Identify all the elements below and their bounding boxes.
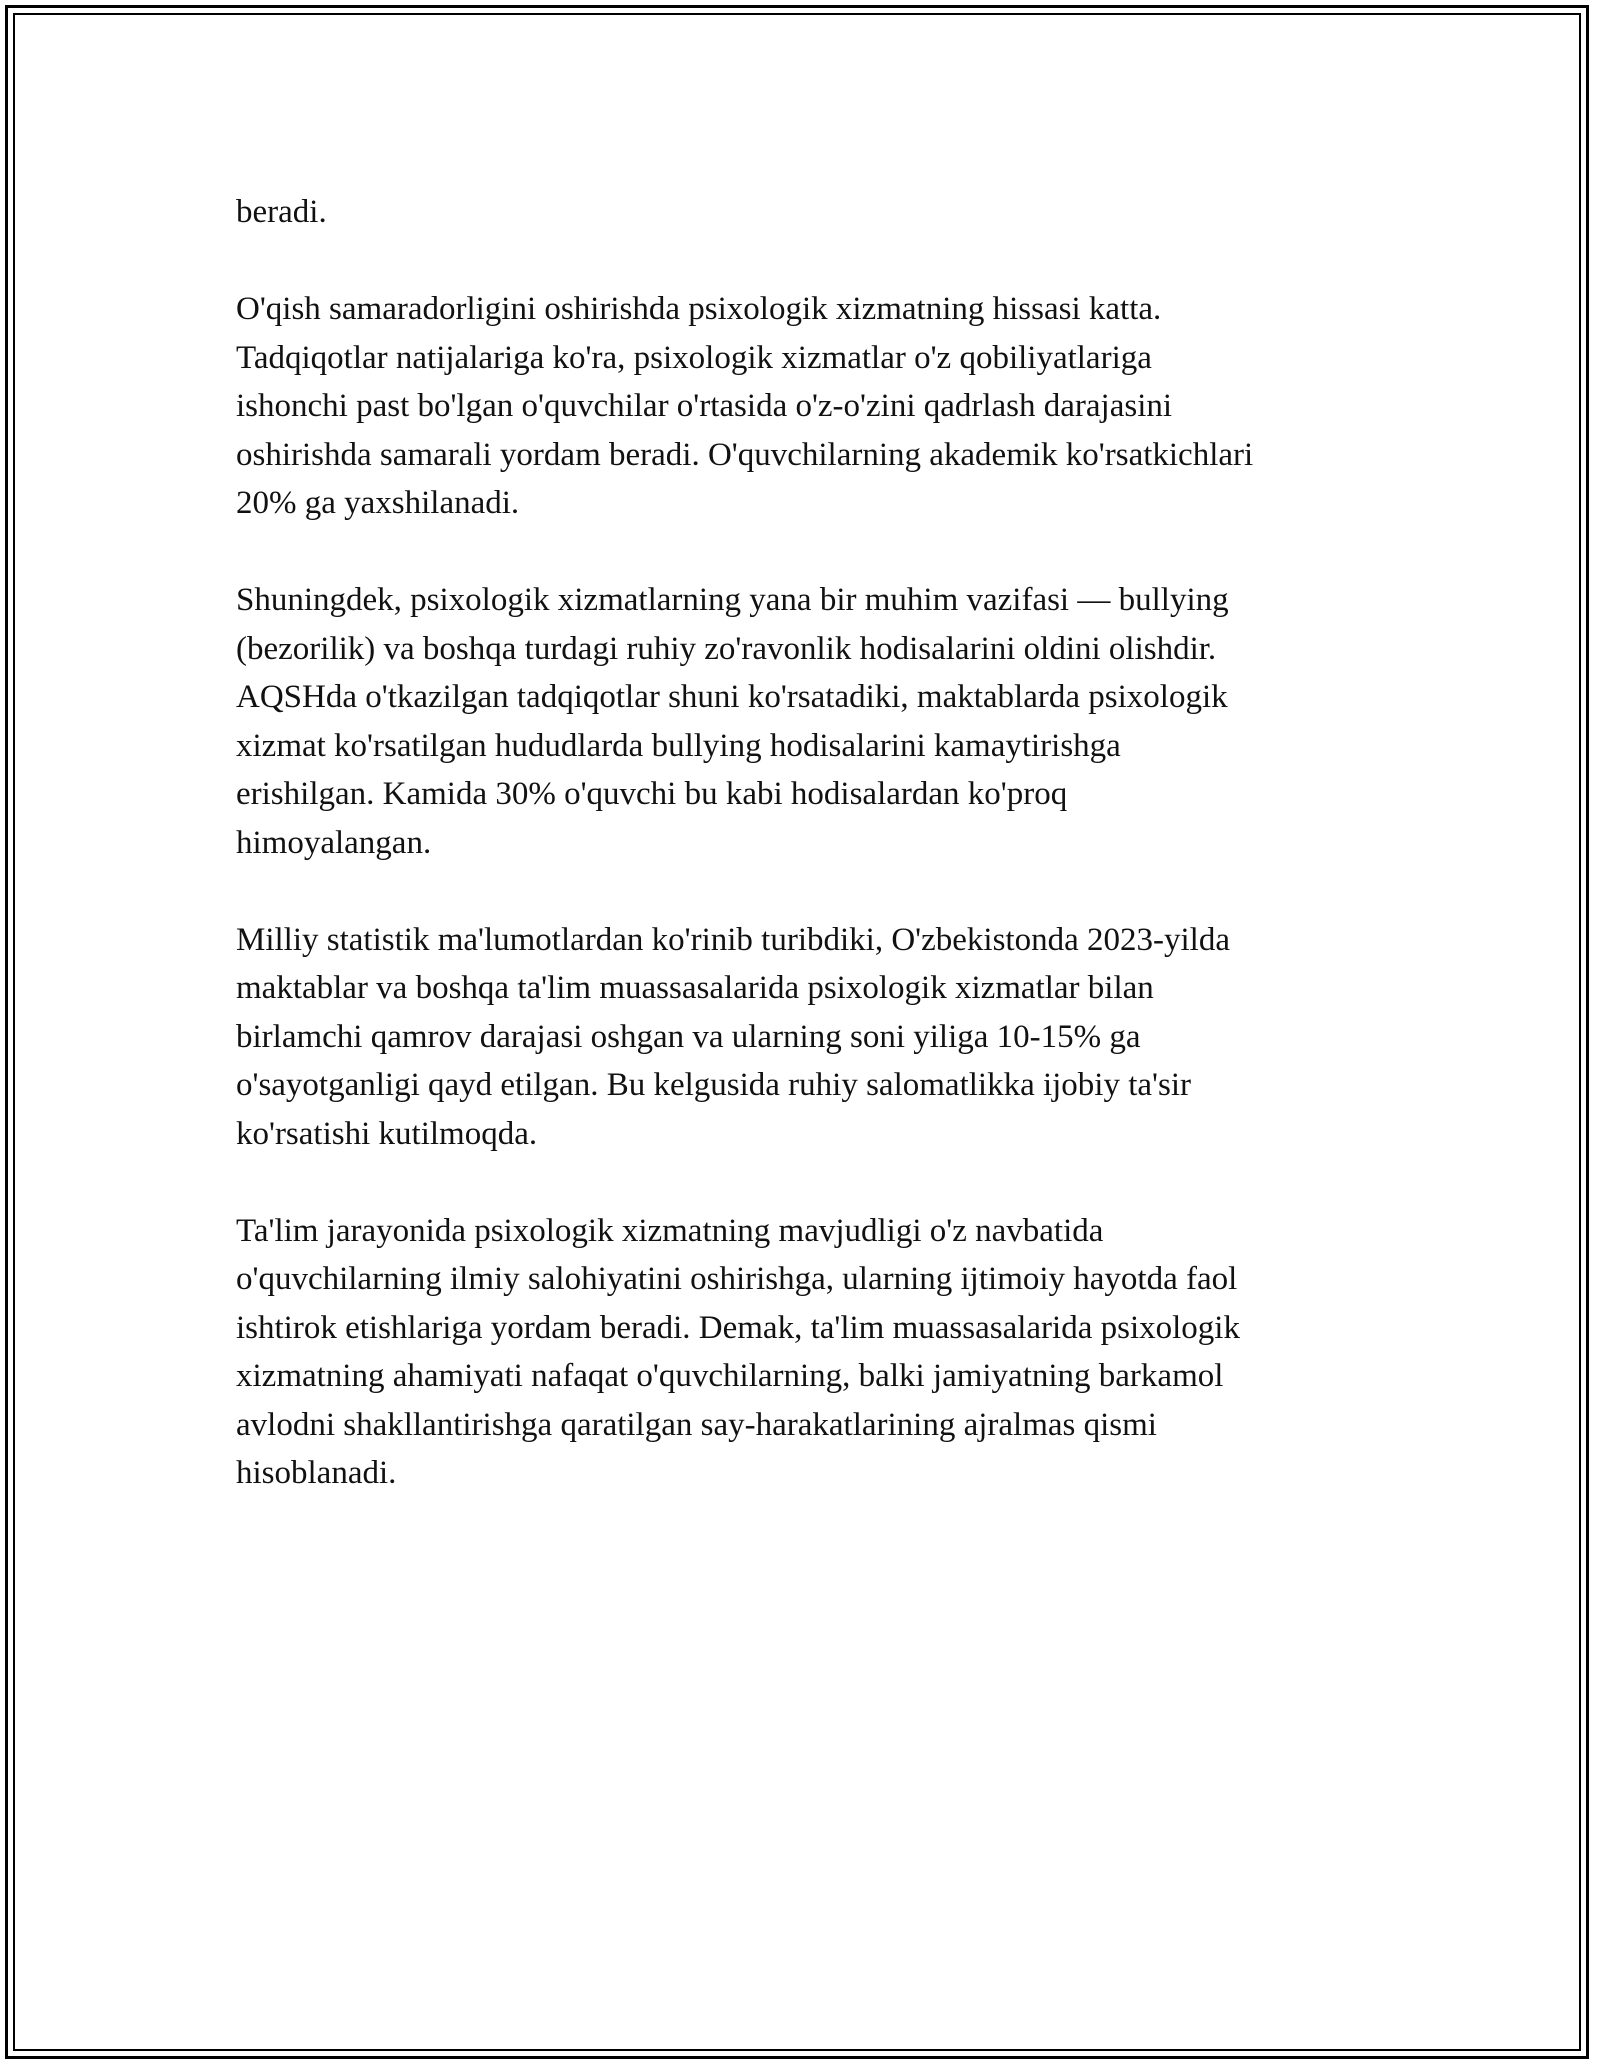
paragraph-national-statistics: Milliy statistik ma'lumotlardan ko'rinib turibdiki, O'zbekistonda 2023-yilda maktablar va boshqa ta'lim muassasalarida psixologik xizmatlar bilan birlamchi qamrov darajasi oshgan va ularning soni yiliga 10-15% ga o'sayotganligi qayd etilgan. Bu kelgusida ruhiy salomatlikka ijobiy ta'sir ko'rsatishi kutilmoqda.: [236, 921, 1230, 1152]
paragraph-conclusion: Ta'lim jarayonida psixologik xizmatning mavjudligi o'z navbatida o'quvchilarning ilmiy salohiyatini oshirishga, ularning ijtimoiy hayotda faol ishtirok etishlariga yordam beradi. Demak, ta'lim muassasalarida psixologik xizmatning ahamiyati nafaqat o'quvchilarning, balki jamiyatning barkamol avlodni shakllantirishga qaratilgan say-harakatlarining ajralmas qismi hisoblanadi.: [236, 1212, 1240, 1491]
paragraph-academic-efficiency: O'qish samaradorligini oshirishda psixologik xizmatning hissasi katta. Tadqiqotlar natijalariga ko'ra, psixologik xizmatlar o'z qobiliyatlariga ishonchi past bo'lgan o'quvchilar o'rtasida o'z-o'zini qadrlash darajasini oshirishda samarali yordam beradi. O'quvchilarning akademik ko'rsatkichlari 20% ga yaxshilanadi.: [236, 291, 1254, 521]
document-body: [236, 188, 1396, 1546]
paragraph-continuation: beradi.: [236, 194, 327, 230]
paragraph-bullying-prevention: Shuningdek, psixologik xizmatlarning yana bir muhim vazifasi — bullying (bezorilik) va boshqa turdagi ruhiy zo'ravonlik hodisalarini oldini olishdir. AQSHda o'tkazilgan tadqiqotlar shuni ko'rsatadiki, maktablarda psixologik xizmat ko'rsatilgan hududlarda bullying hodisalarini kamaytirishga erishilgan. Kamida 30% o'quvchi bu kabi hodisalardan ko'proq himoyalangan.: [236, 582, 1229, 861]
